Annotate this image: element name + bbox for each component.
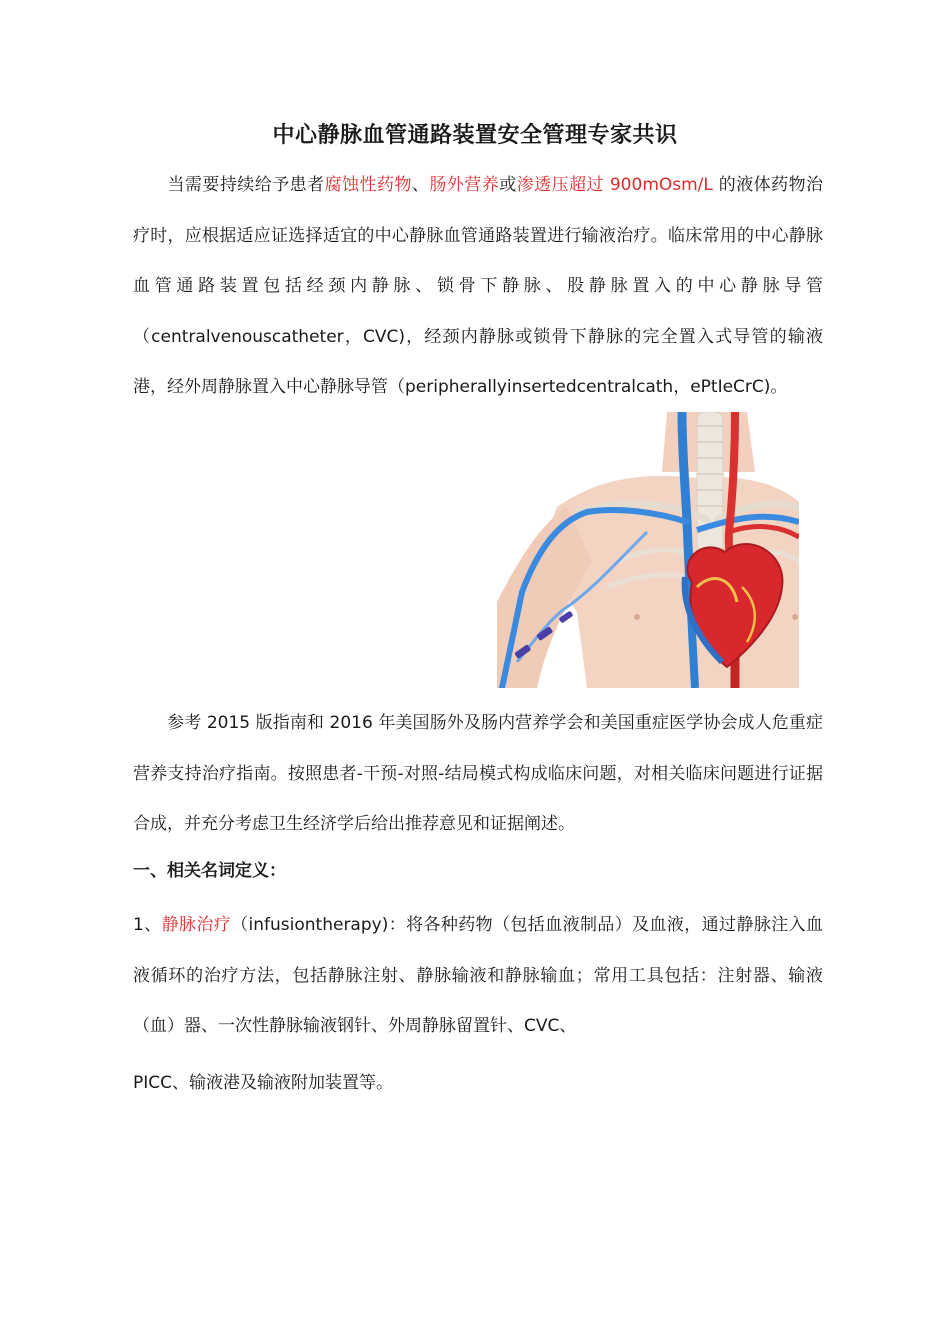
definition-number: 1、 bbox=[133, 915, 162, 935]
highlight-parenteral-nutrition: 肠外营养 bbox=[429, 175, 500, 195]
intro-text-3: 或 bbox=[499, 175, 517, 195]
intro-text-2: 、 bbox=[411, 175, 430, 195]
definition-infusion-therapy bbox=[133, 900, 823, 1052]
highlight-infusion-therapy: 静脉治疗 bbox=[161, 915, 232, 935]
central-venous-anatomy-illustration bbox=[497, 412, 799, 688]
highlight-corrosive-drugs: 腐蚀性药物 bbox=[324, 175, 412, 195]
intro-paragraph bbox=[133, 160, 823, 413]
reference-text: 参考 2015 版指南和 2016 年美国肠外及肠内营养学会和美国重症医学协会成人危重症营养支持治疗指南。按照患者-干预-对照-结局模式构成临床问题，对相关临床问题进行证据合成，并充分考虑卫生经济学后给出推荐意见和证据阐述。 bbox=[133, 713, 823, 834]
definition-text: （infusiontherapy)：将各种药物（包括血液制品）及血液，通过静脉注入血液循环的治疗方法，包括静脉注射、静脉输液和静脉输血；常用工具包括：注射器、输液（血）器、一次性静脉输液钢针、外周静脉留置针、CVC、 bbox=[133, 915, 823, 1036]
reference-paragraph bbox=[133, 698, 823, 850]
document-title: 中心静脉血管通路装置安全管理专家共识 bbox=[272, 123, 678, 148]
highlight-osmolality: 渗透压超过 900mOsm/L bbox=[516, 175, 713, 195]
section-heading-definitions: 一、相关名词定义： bbox=[133, 861, 286, 881]
definition-continuation: PICC、输液港及输液附加装置等。 bbox=[133, 1073, 394, 1093]
intro-text-4: 的液体药物治疗时，应根据适应证选择适宜的中心静脉血管通路装置进行输液治疗。临床常用的中心静脉血管通路装置包括经颈内静脉、锁骨下静脉、股静脉置入的中心静脉导管（centralvenouscatheter，CVC)，经颈内静脉或锁骨下静脉的完全置入式导管的输液港，经外周静脉置入中心静脉导管（peripherallyinsertedcentralcath，ePtIeCrC)。 bbox=[133, 175, 824, 397]
intro-text-1: 当需要持续给予患者 bbox=[167, 175, 325, 195]
